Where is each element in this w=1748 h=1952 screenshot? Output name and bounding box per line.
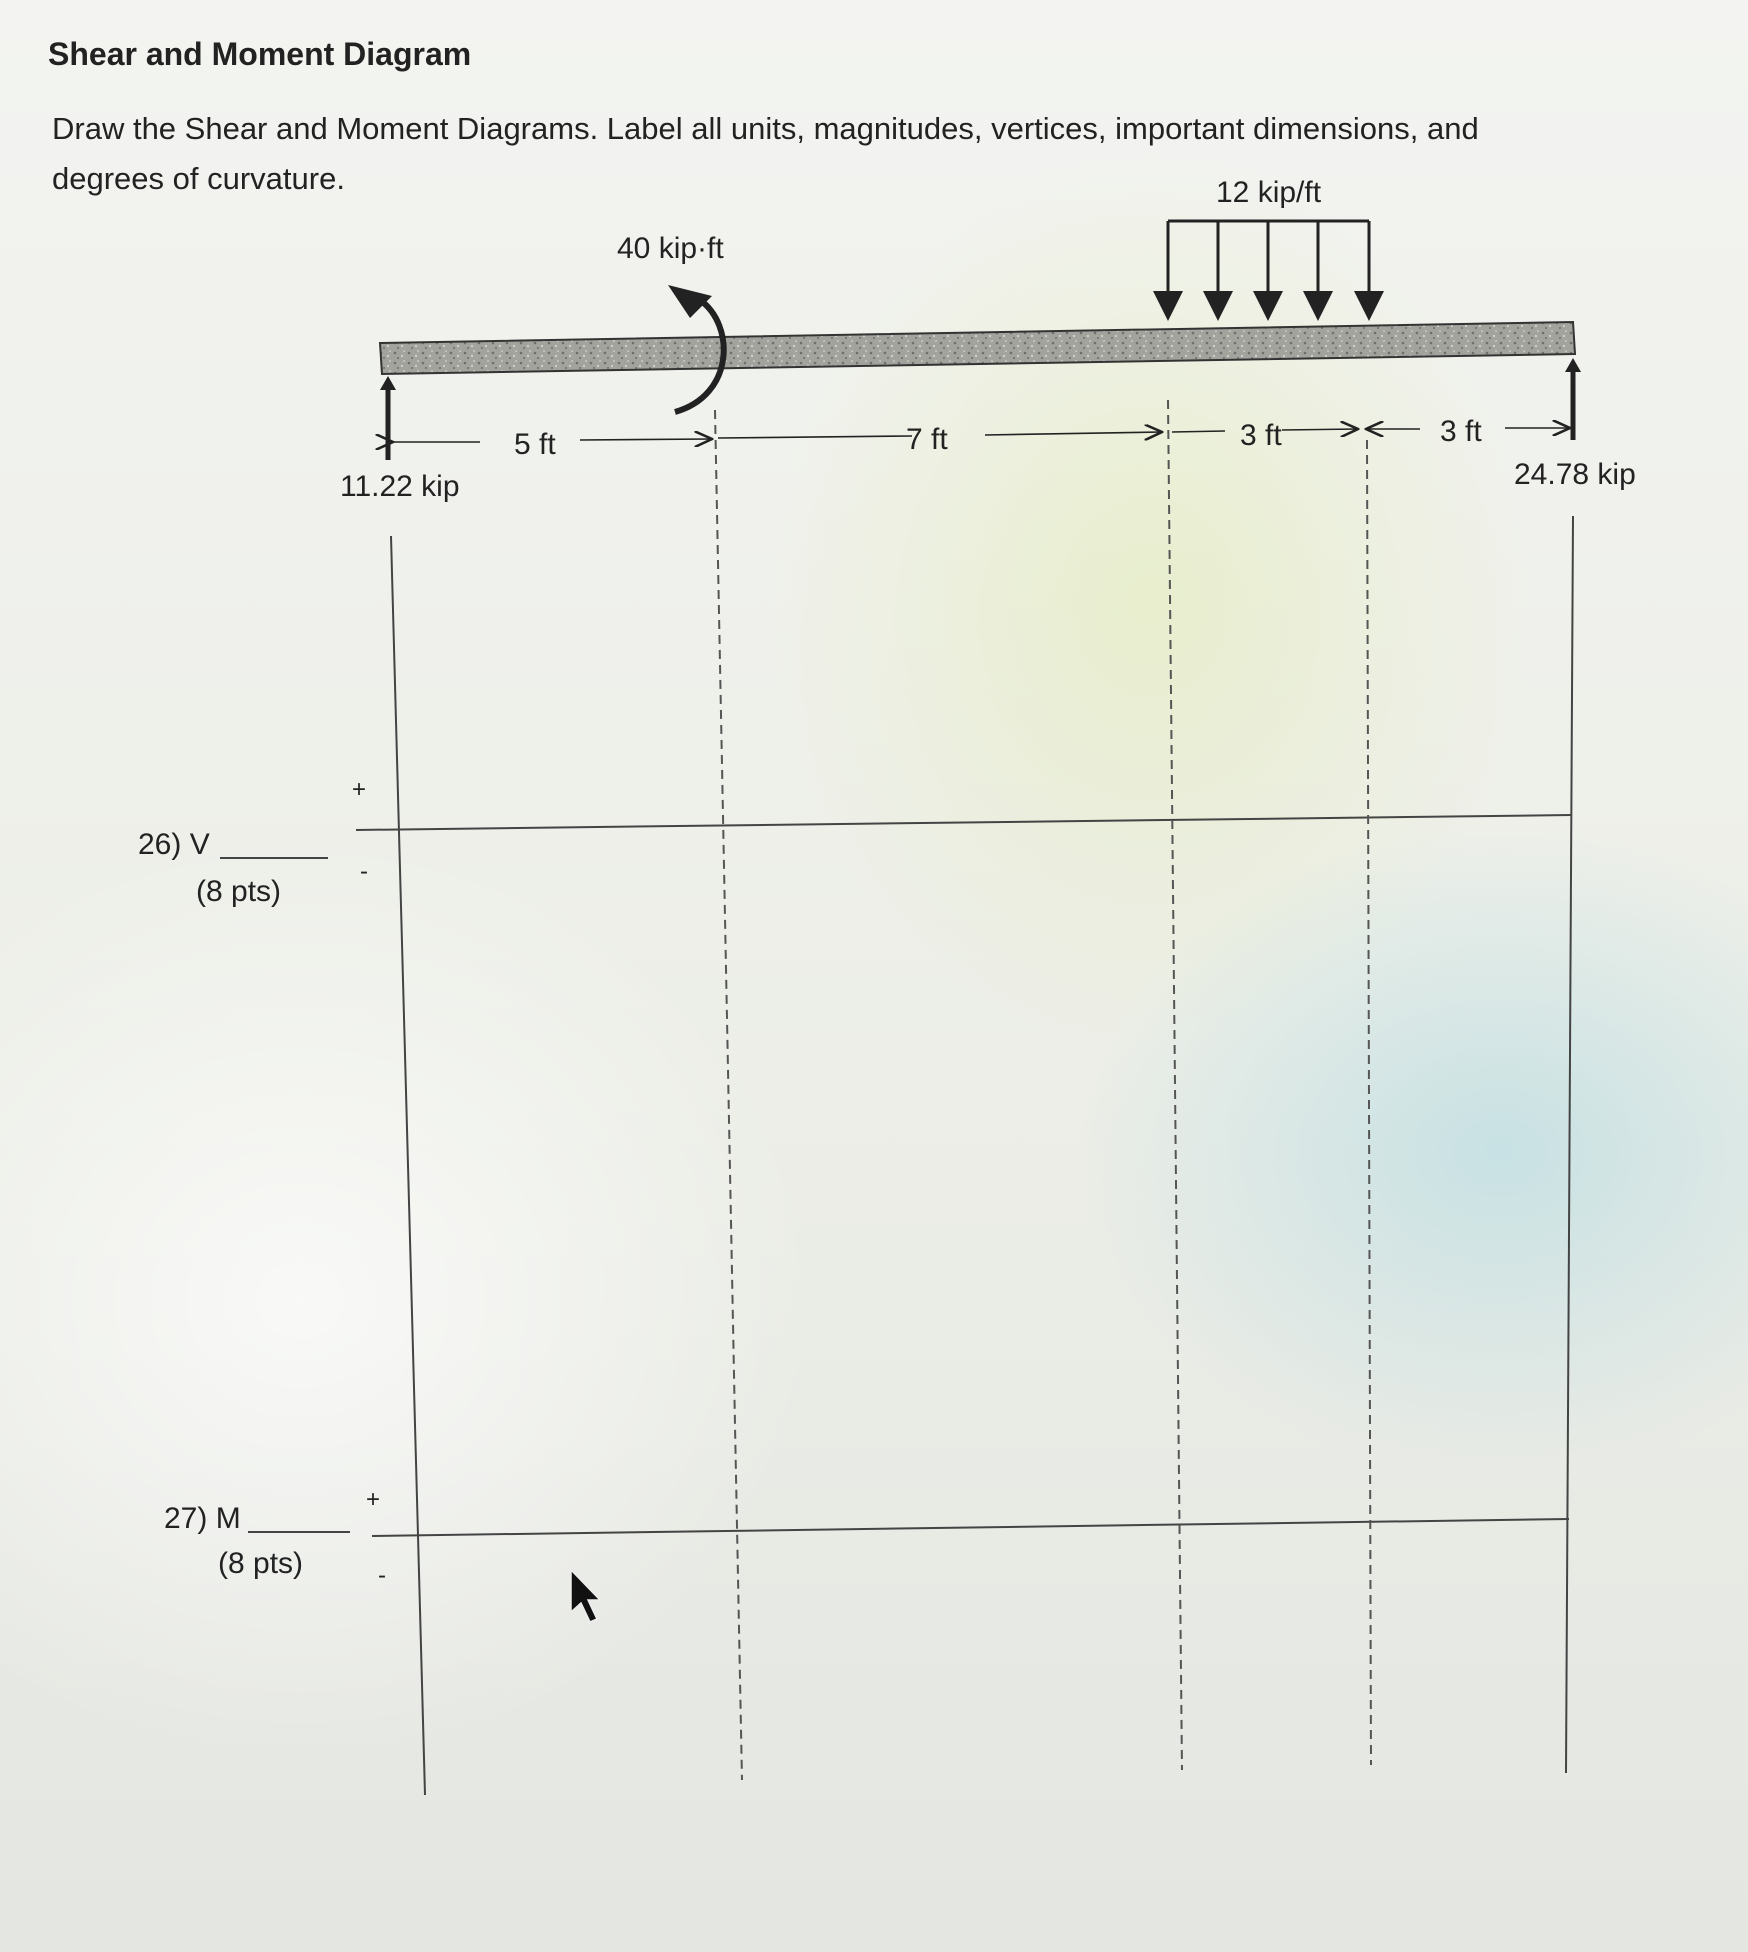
- dimension-line: [393, 428, 1570, 442]
- moment-axis-line: [372, 1519, 1569, 1536]
- shear-question-label: 26) V: [138, 828, 210, 861]
- dimension-label: 5 ft: [514, 428, 556, 461]
- right-reaction-label: 24.78 kip: [1514, 458, 1636, 491]
- shear-points-label: (8 pts): [196, 875, 282, 908]
- moment-minus-sign: -: [378, 1562, 386, 1589]
- moment-points-label: (8 pts): [218, 1547, 304, 1580]
- distributed-load-label: 12 kip/ft: [1216, 176, 1322, 209]
- applied-moment-label: 40 kip·ft: [617, 232, 724, 265]
- shear-plus-sign: +: [352, 776, 367, 803]
- distributed-load-arrows: [1168, 221, 1369, 318]
- dimension-label: 3 ft: [1440, 415, 1482, 448]
- shear-minus-sign: -: [360, 858, 368, 885]
- instructions-text: Draw the Shear and Moment Diagrams. Label all units, magnitudes, vertices, important dimensions, and degrees of curvature.: [52, 111, 1479, 196]
- dimension-label: 7 ft: [906, 423, 948, 456]
- division-dashed-lines: [715, 400, 1371, 1780]
- shear-axis-line: [356, 815, 1571, 830]
- moment-question-label: 27) M: [164, 1502, 241, 1535]
- beam: [380, 322, 1575, 374]
- left-reaction-label: 11.22 kip: [340, 470, 460, 503]
- page-title: Shear and Moment Diagram: [48, 36, 472, 72]
- left-boundary-line: [391, 536, 425, 1795]
- dimension-label: 3 ft: [1240, 419, 1282, 452]
- left-reaction-arrow: [380, 376, 396, 460]
- cursor-icon: [571, 1570, 600, 1622]
- moment-plus-sign: +: [366, 1486, 381, 1513]
- right-boundary-line: [1566, 516, 1573, 1773]
